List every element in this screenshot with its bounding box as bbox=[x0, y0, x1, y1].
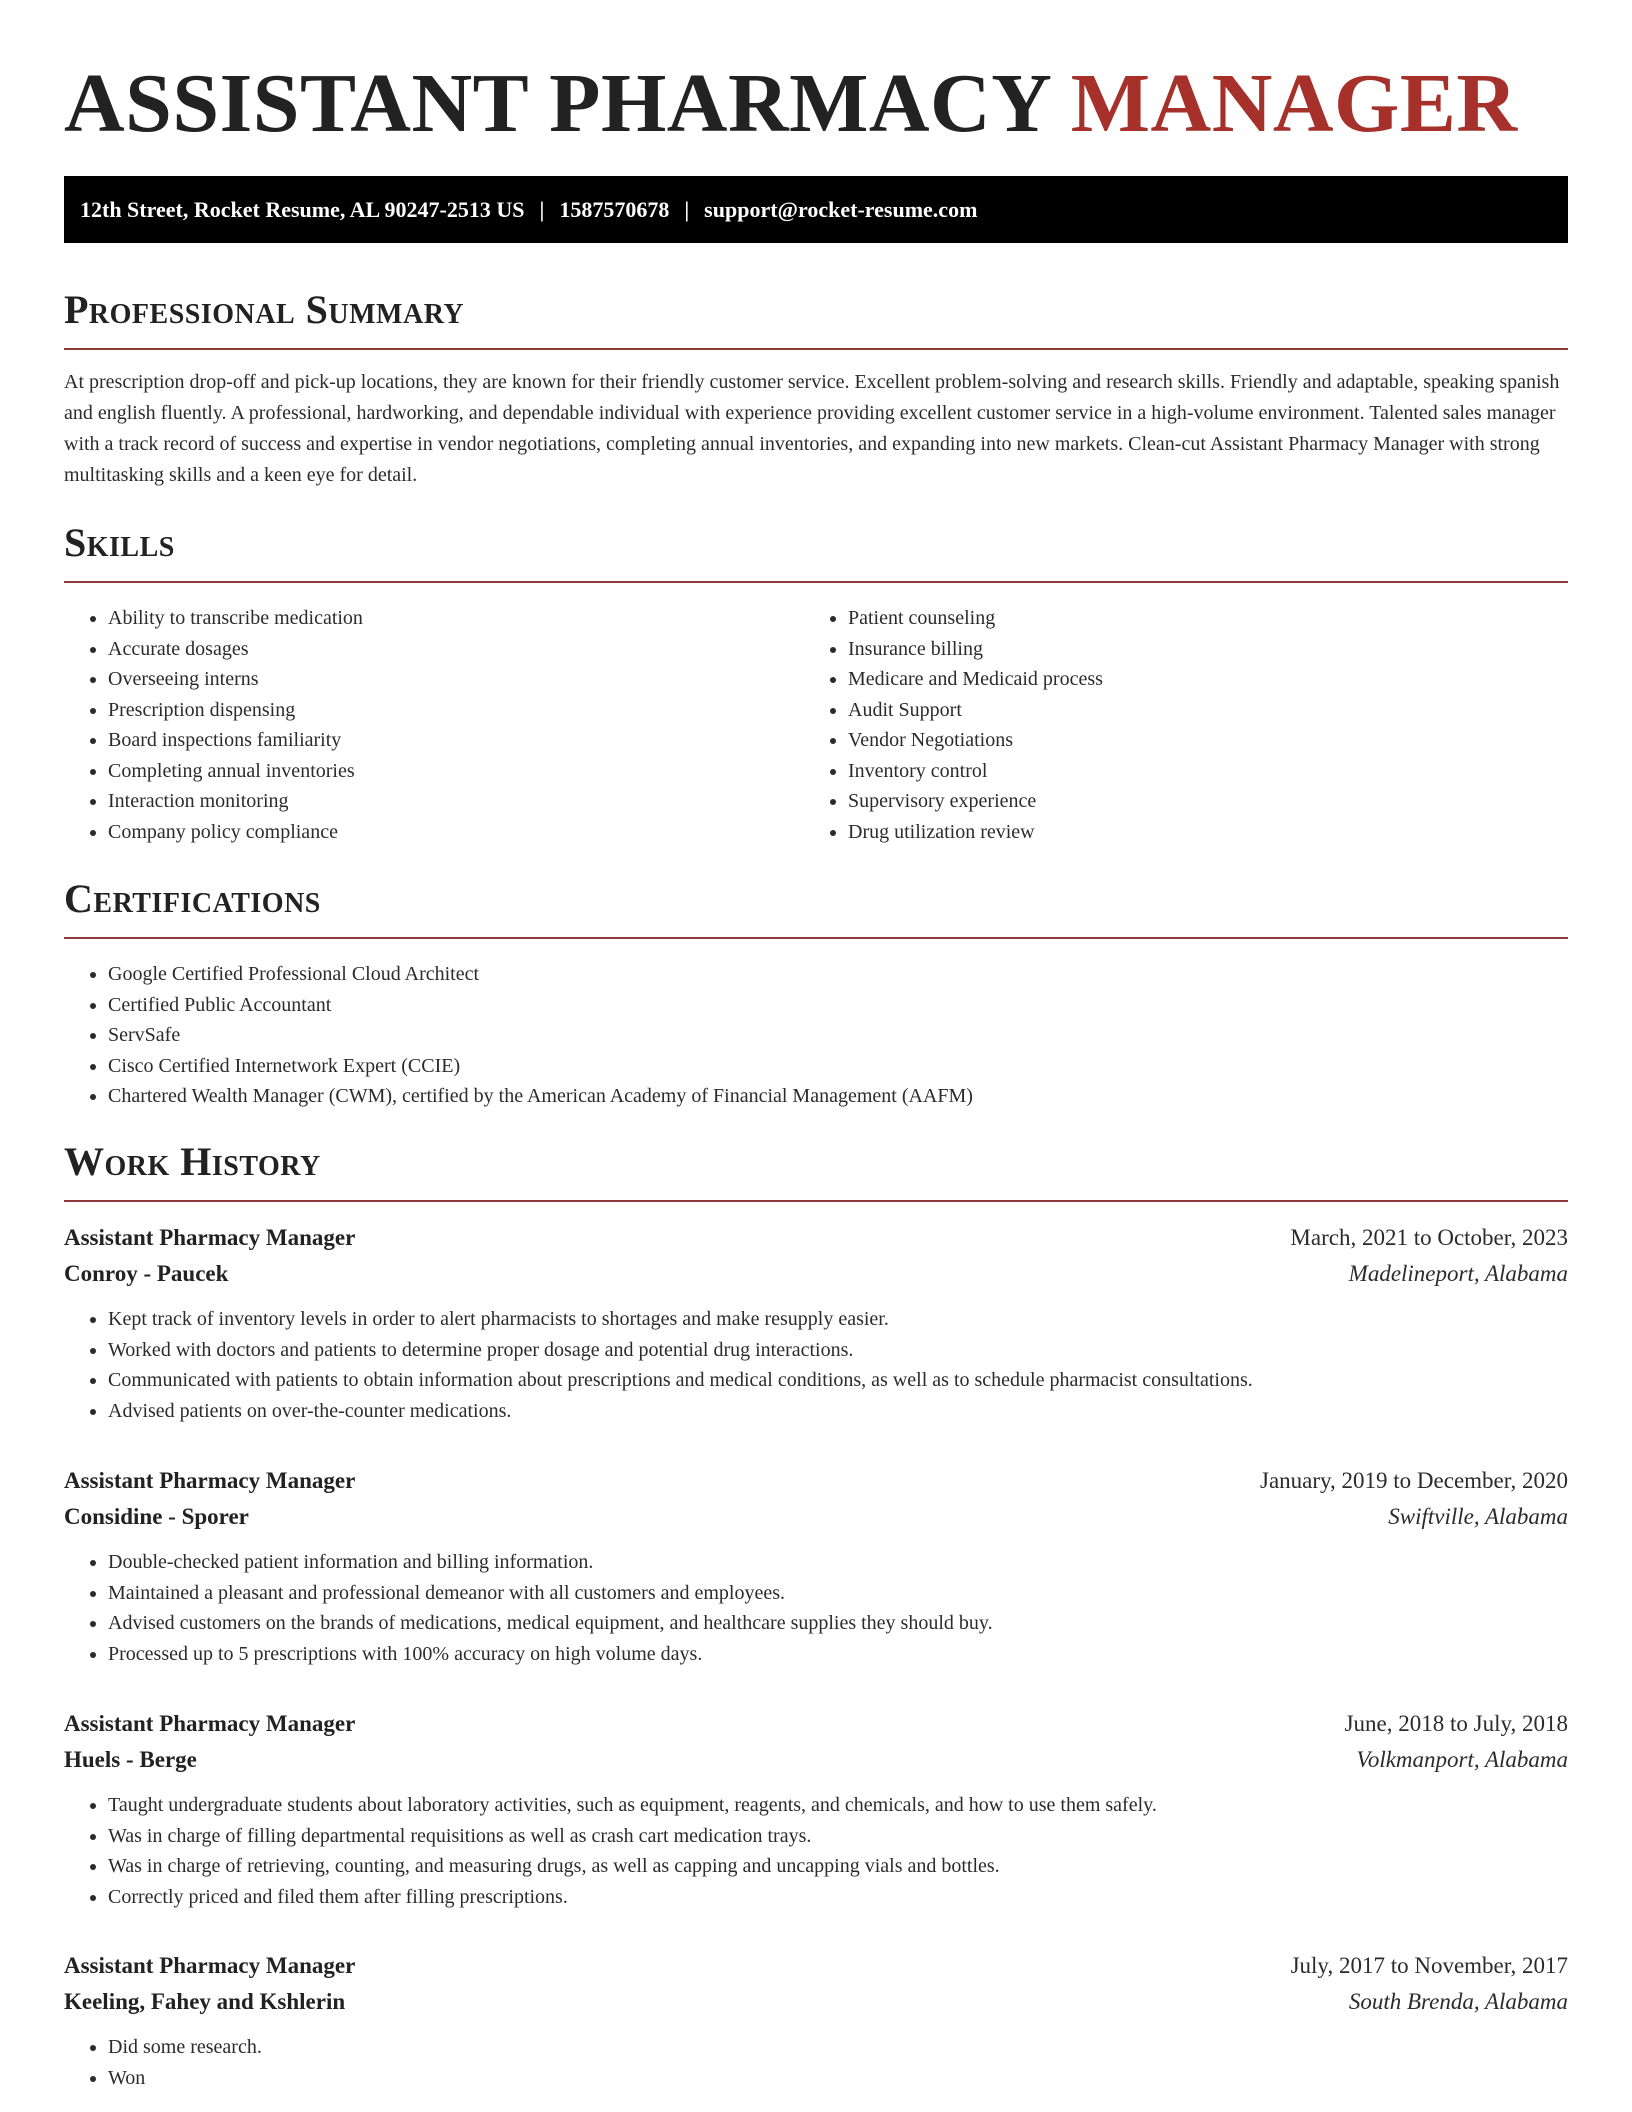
name-main: ASSISTANT PHARMACY bbox=[64, 57, 1050, 150]
contact-separator: | bbox=[539, 197, 545, 222]
job-company-row bbox=[64, 1256, 1568, 1292]
job-title: Assistant Pharmacy Manager bbox=[64, 1953, 356, 1978]
skill-item: • Patient counseling bbox=[848, 603, 1544, 634]
work-history-heading: Work History bbox=[64, 1138, 1568, 1202]
skill-item: • Audit Support bbox=[848, 695, 1544, 726]
skills-column-left bbox=[64, 603, 804, 847]
job-company: Keeling, Fahey and Kshlerin bbox=[64, 1989, 346, 2014]
job-entry bbox=[64, 1948, 1568, 2093]
job-header-row bbox=[64, 1220, 1568, 1256]
summary-text: At prescription drop-off and pick-up locations, they are known for their friendly customer service. Excellent problem-solving and research skills. Friendly and adaptable, speaking spanish and english fluently. A professional, hardworking, and dependable individual with experience providing excellent customer service in a high-volume environment. Talented sales manager with a track record of success and expertise in vendor negotiations, completing annual inventories, and expanding into new markets. Clean-cut Assistant Pharmacy Manager with strong multitasking skills and a keen eye for detail. bbox=[64, 371, 1560, 486]
job-location: Volkmanport, Alabama bbox=[1356, 1747, 1568, 1772]
job-entry bbox=[64, 1220, 1568, 1426]
job-location: Madelineport, Alabama bbox=[1348, 1261, 1568, 1286]
job-duty-item: • Advised customers on the brands of medications, medical equipment, and healthcare supplies they should buy. bbox=[108, 1608, 1568, 1639]
job-dates: March, 2021 to October, 2023 bbox=[1290, 1225, 1568, 1250]
job-company: Considine - Sporer bbox=[64, 1504, 249, 1529]
skill-item: • Inventory control bbox=[848, 756, 1544, 787]
job-duties bbox=[64, 1790, 1568, 1912]
skills-right-list bbox=[804, 603, 1544, 847]
job-company-row bbox=[64, 1499, 1568, 1535]
job-duty-item: • Communicated with patients to obtain information about prescriptions and medical conditions, as well as to schedule pharmacist consultations. bbox=[108, 1365, 1568, 1396]
contact-address: 12th Street, Rocket Resume, AL 90247-2513 US bbox=[80, 197, 525, 222]
job-header-row bbox=[64, 1706, 1568, 1742]
skill-item: • Accurate dosages bbox=[108, 634, 804, 665]
skills-column-right bbox=[804, 603, 1544, 847]
resume-page bbox=[64, 0, 1568, 2089]
resume-name bbox=[64, 0, 1568, 176]
certifications-list bbox=[64, 959, 1568, 1112]
skill-item: • Vendor Negotiations bbox=[848, 725, 1544, 756]
job-duty-item: • Won bbox=[108, 2063, 1568, 2094]
job-duty-item: • Double-checked patient information and billing information. bbox=[108, 1547, 1568, 1578]
job-duty-item: • Did some research. bbox=[108, 2032, 1568, 2063]
job-duties bbox=[64, 2032, 1568, 2093]
job-header-row bbox=[64, 1463, 1568, 1499]
skill-item: • Ability to transcribe medication bbox=[108, 603, 804, 634]
job-title: Assistant Pharmacy Manager bbox=[64, 1225, 356, 1250]
contact-phone[interactable]: 1587570678 bbox=[559, 197, 670, 222]
contact-bar bbox=[64, 176, 1568, 243]
name-accent: MANAGER bbox=[1070, 57, 1518, 150]
skill-item: • Interaction monitoring bbox=[108, 786, 804, 817]
contact-email[interactable]: support@rocket-resume.com bbox=[704, 197, 978, 222]
job-duty-item: • Worked with doctors and patients to determine proper dosage and potential drug interactions. bbox=[108, 1335, 1568, 1366]
job-title: Assistant Pharmacy Manager bbox=[64, 1468, 356, 1493]
skill-item: • Overseeing interns bbox=[108, 664, 804, 695]
certification-item: • Cisco Certified Internetwork Expert (CCIE) bbox=[108, 1051, 1568, 1082]
contact-separator: | bbox=[684, 197, 690, 222]
summary-heading: Professional Summary bbox=[64, 286, 1568, 350]
skills-list bbox=[64, 603, 1568, 847]
job-duties bbox=[64, 1304, 1568, 1426]
job-header-row bbox=[64, 1948, 1568, 1984]
job-duties bbox=[64, 1547, 1568, 1669]
skill-item: • Drug utilization review bbox=[848, 817, 1544, 848]
job-duty-item: • Processed up to 5 prescriptions with 100% accuracy on high volume days. bbox=[108, 1639, 1568, 1670]
skill-item: • Supervisory experience bbox=[848, 786, 1544, 817]
skill-item: • Medicare and Medicaid process bbox=[848, 664, 1544, 695]
certifications-bullets bbox=[64, 959, 1568, 1112]
job-company-row bbox=[64, 1984, 1568, 2020]
job-title: Assistant Pharmacy Manager bbox=[64, 1711, 356, 1736]
job-dates: June, 2018 to July, 2018 bbox=[1344, 1711, 1568, 1736]
certification-item: • Chartered Wealth Manager (CWM), certified by the American Academy of Financial Management (AAFM) bbox=[108, 1081, 1568, 1112]
certification-item: • ServSafe bbox=[108, 1020, 1568, 1051]
job-duty-item: • Was in charge of filling departmental requisitions as well as crash cart medication trays. bbox=[108, 1821, 1568, 1852]
job-duty-item: • Taught undergraduate students about laboratory activities, such as equipment, reagents, and chemicals, and how to use them safely. bbox=[108, 1790, 1568, 1821]
certifications-heading: Certifications bbox=[64, 875, 1568, 939]
job-duty-item: • Maintained a pleasant and professional demeanor with all customers and employees. bbox=[108, 1578, 1568, 1609]
skill-item: • Prescription dispensing bbox=[108, 695, 804, 726]
job-duty-item: • Was in charge of retrieving, counting, and measuring drugs, as well as capping and uncapping vials and bottles. bbox=[108, 1851, 1568, 1882]
job-location: South Brenda, Alabama bbox=[1348, 1989, 1568, 2014]
job-duty-item: • Correctly priced and filed them after filling prescriptions. bbox=[108, 1882, 1568, 1913]
job-company: Huels - Berge bbox=[64, 1747, 197, 1772]
job-entry bbox=[64, 1463, 1568, 1669]
job-dates: January, 2019 to December, 2020 bbox=[1260, 1468, 1568, 1493]
job-company-row bbox=[64, 1742, 1568, 1778]
job-duty-item: • Kept track of inventory levels in order to alert pharmacists to shortages and make resupply easier. bbox=[108, 1304, 1568, 1335]
job-location: Swiftville, Alabama bbox=[1388, 1504, 1568, 1529]
skill-item: • Board inspections familiarity bbox=[108, 725, 804, 756]
certification-item: • Google Certified Professional Cloud Architect bbox=[108, 959, 1568, 990]
job-duty-item: • Advised patients on over-the-counter medications. bbox=[108, 1396, 1568, 1427]
certification-item: • Certified Public Accountant bbox=[108, 990, 1568, 1021]
job-dates: July, 2017 to November, 2017 bbox=[1290, 1953, 1568, 1978]
skill-item: • Company policy compliance bbox=[108, 817, 804, 848]
skills-left-list bbox=[64, 603, 804, 847]
job-company: Conroy - Paucek bbox=[64, 1261, 229, 1286]
skills-heading: Skills bbox=[64, 519, 1568, 583]
job-entry bbox=[64, 1706, 1568, 1912]
skill-item: • Completing annual inventories bbox=[108, 756, 804, 787]
skill-item: • Insurance billing bbox=[848, 634, 1544, 665]
